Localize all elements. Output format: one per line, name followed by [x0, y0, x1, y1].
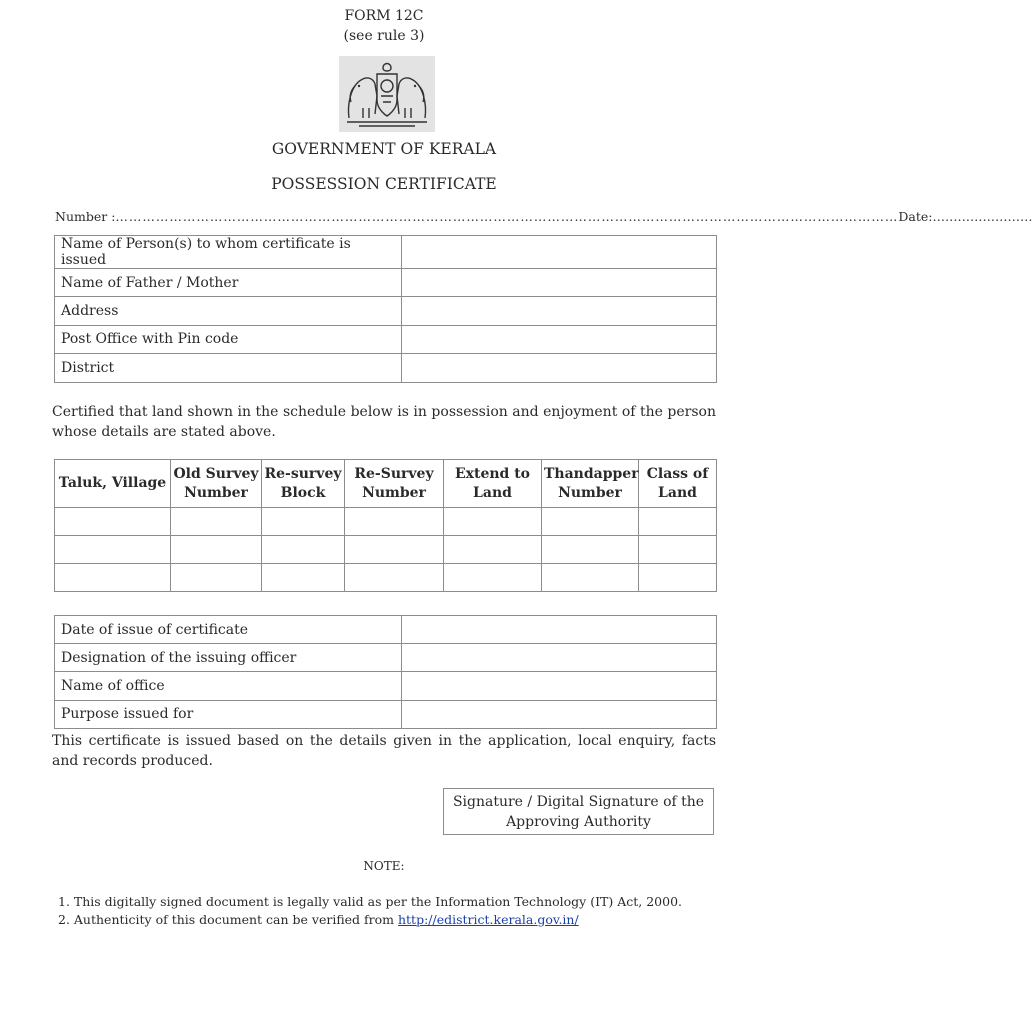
table-row: [55, 616, 717, 644]
district-label: District: [55, 354, 402, 382]
certification-statement: Certified that land shown in the schedule below is in possession and enjoyment of the person whose details are stated above.: [52, 404, 716, 440]
number-date-line: [55, 209, 1033, 224]
parent-name-label: Name of Father / Mother: [55, 269, 402, 297]
table-cell: [345, 508, 444, 536]
table-row: [55, 236, 717, 269]
resurvey-number-header: Re-Survey Number: [345, 460, 444, 508]
designation-label: Designation of the issuing officer: [55, 644, 402, 672]
note-list: [58, 893, 748, 929]
address-label: Address: [55, 297, 402, 325]
number-dots: …………………………………………………………………………………………………………………………………………………………: [115, 209, 899, 224]
purpose-label: Purpose issued for: [55, 700, 402, 728]
edistrict-link[interactable]: http://edistrict.kerala.gov.in/: [397, 912, 579, 927]
table-cell: [171, 508, 262, 536]
date-dots: ……………………: [932, 209, 1033, 224]
issue-date-label: Date of issue of certificate: [55, 616, 402, 644]
number-label: Number :: [55, 209, 116, 224]
resurvey-block-header: Re-survey Block: [262, 460, 345, 508]
rule-reference: (see rule 3): [343, 28, 425, 44]
table-row: [55, 297, 717, 325]
table-cell: [171, 564, 262, 592]
date-label: Date:: [898, 209, 933, 224]
table-header-row: [55, 460, 717, 508]
table-cell: [444, 564, 542, 592]
designation-value: [402, 644, 717, 672]
table-cell: [542, 508, 639, 536]
signature-line-1: Signature / Digital Signature of the: [452, 794, 705, 810]
note-item-1: 1. This digitally signed document is legally valid as per the Information Technology (IT) Act, 2000.: [58, 894, 683, 909]
table-row: [55, 325, 717, 353]
table-cell: [262, 536, 345, 564]
signature-box: [443, 788, 714, 835]
issuance-basis-statement: This certificate is issued based on the details given in the application, local enquiry, facts and records produced.: [52, 733, 716, 769]
table-row: [55, 564, 717, 592]
table-cell: [171, 536, 262, 564]
class-land-header: Class of Land: [639, 460, 717, 508]
post-office-label: Post Office with Pin code: [55, 325, 402, 353]
address-value: [402, 297, 717, 325]
table-cell: [262, 508, 345, 536]
old-survey-header: Old Survey Number: [171, 460, 262, 508]
person-name-label: Name of Person(s) to whom certificate is issued: [55, 236, 402, 269]
note-item-2: [58, 911, 748, 929]
table-row: [55, 672, 717, 700]
note-heading: NOTE:: [363, 859, 405, 873]
table-row: [55, 508, 717, 536]
person-name-value: [402, 236, 717, 269]
table-cell: [639, 508, 717, 536]
district-value: [402, 354, 717, 382]
kerala-emblem-icon: [339, 56, 435, 132]
table-cell: [444, 536, 542, 564]
table-cell: [262, 564, 345, 592]
table-cell: [444, 508, 542, 536]
form-number: FORM 12C: [344, 8, 424, 24]
table-row: [55, 700, 717, 728]
table-row: [55, 644, 717, 672]
issue-details-table: [54, 615, 717, 729]
table-cell: [345, 536, 444, 564]
office-name-value: [402, 672, 717, 700]
purpose-value: [402, 700, 717, 728]
note-item-2-text: 2. Authenticity of this document can be verified from: [58, 912, 398, 927]
table-cell: [55, 508, 171, 536]
post-office-value: [402, 325, 717, 353]
signature-line-2: Approving Authority: [506, 814, 651, 830]
government-heading: GOVERNMENT OF KERALA: [271, 140, 497, 158]
table-cell: [345, 564, 444, 592]
table-cell: [55, 564, 171, 592]
extend-land-header: Extend to Land: [444, 460, 542, 508]
taluk-village-header: Taluk, Village: [55, 460, 171, 508]
person-details-table: [54, 235, 717, 383]
table-cell: [55, 536, 171, 564]
office-name-label: Name of office: [55, 672, 402, 700]
parent-name-value: [402, 269, 717, 297]
table-cell: [542, 536, 639, 564]
table-cell: [542, 564, 639, 592]
table-row: [55, 354, 717, 382]
certificate-title: POSSESSION CERTIFICATE: [271, 175, 497, 193]
thandapper-header: Thandapper Number: [542, 460, 639, 508]
table-row: [55, 269, 717, 297]
table-row: [55, 536, 717, 564]
land-schedule-table: [54, 459, 717, 592]
table-cell: [639, 564, 717, 592]
issue-date-value: [402, 616, 717, 644]
table-cell: [639, 536, 717, 564]
